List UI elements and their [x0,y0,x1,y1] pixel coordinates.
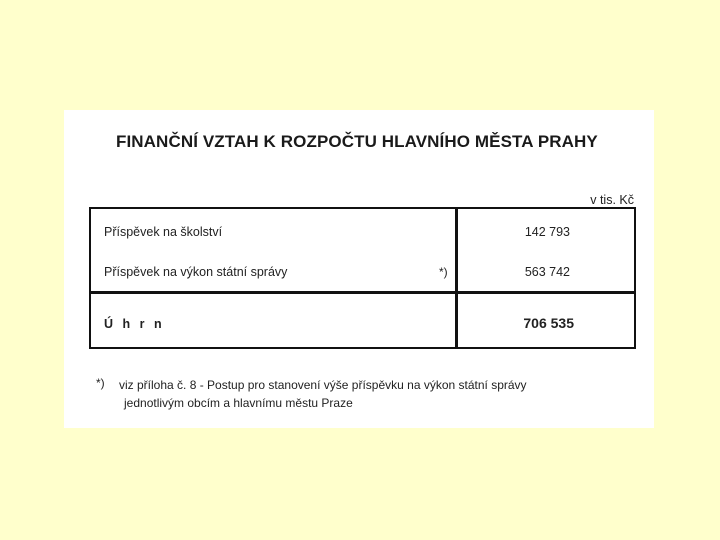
total-value: 706 535 [523,315,574,331]
row-value-state-administration: 563 742 [524,265,570,279]
unit-label: v tis. Kč [590,193,634,207]
footnote-line-1: viz příloha č. 8 - Postup pro stanovení výše příspěvku na výkon státní správy [119,378,527,392]
table-total-divider [91,291,634,294]
footnote-mark: *) [96,376,105,390]
table-column-divider [455,209,458,347]
finance-table [89,207,636,349]
row-footnote-mark: *) [439,265,448,279]
footnote-line-2: jednotlivým obcím a hlavnímu městu Praze [124,396,353,410]
document-title: FINANČNÍ VZTAH K ROZPOČTU HLAVNÍHO MĚSTA PRAHY [116,132,598,151]
row-value-schools: 142 793 [524,225,570,239]
document-slide [64,110,654,428]
footnote-text [119,376,527,412]
total-label: Ú h r n [104,317,165,331]
row-label-schools: Příspěvek na školství [104,225,223,239]
row-label-state-administration: Příspěvek na výkon státní správy [104,265,288,279]
